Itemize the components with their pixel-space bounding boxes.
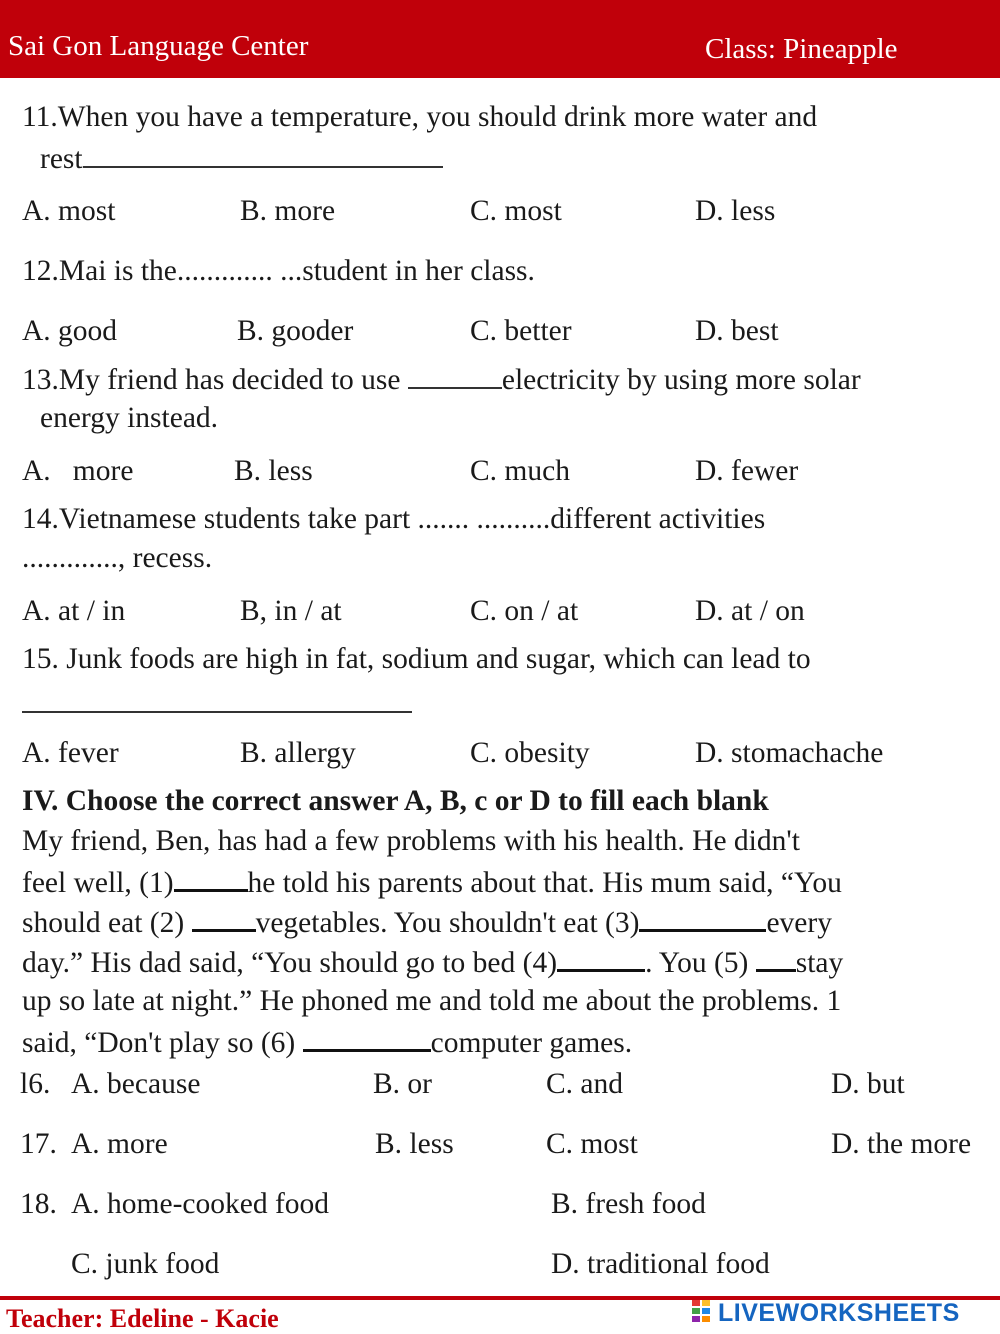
q16-number: l6. (20, 1068, 51, 1100)
q11-text-line2: rest (40, 144, 443, 175)
section-4-title: IV. Choose the correct answer A, B, c or D to fill each blank (22, 785, 769, 817)
blank-5[interactable] (756, 947, 796, 972)
q17-number: 17. (20, 1128, 57, 1160)
blank-6[interactable] (303, 1027, 431, 1052)
grid-logo-icon (692, 1300, 712, 1324)
q12-text: 12.Mai is the............. ...student in her class. (22, 255, 535, 287)
q14-text-line1: 14.Vietnamese students take part ....... ..........different activities (22, 503, 766, 535)
q13-option-b[interactable]: B. less (234, 455, 313, 487)
q15-option-b[interactable]: B. allergy (240, 737, 356, 769)
q17-option-a[interactable]: A. more (71, 1128, 168, 1160)
blank-4[interactable] (557, 947, 645, 972)
q18-option-c[interactable]: C. junk food (71, 1248, 220, 1280)
q11-option-d[interactable]: D. less (695, 195, 776, 227)
q16-option-d[interactable]: D. but (831, 1068, 905, 1100)
q17-option-d[interactable]: D. the more (831, 1128, 972, 1160)
q18-number: 18. (20, 1188, 57, 1220)
q12-option-a[interactable]: A. good (22, 315, 118, 347)
q18-option-d[interactable]: D. traditional food (551, 1248, 770, 1280)
q17-option-b[interactable]: B. less (375, 1128, 454, 1160)
q16-option-c[interactable]: C. and (546, 1068, 624, 1100)
q14-option-a[interactable]: A. at / in (22, 595, 126, 627)
q16-option-b[interactable]: B. or (373, 1068, 432, 1100)
q14-text-line2: ............., recess. (22, 542, 213, 574)
q15-blank[interactable] (22, 711, 412, 713)
blank-1[interactable] (174, 867, 248, 892)
passage-line5: up so late at night.” He phoned me and told me about the problems. 1 (22, 985, 842, 1017)
q11-option-a[interactable]: A. most (22, 195, 116, 227)
q17-option-c[interactable]: C. most (546, 1128, 638, 1160)
q13-text-line1: 13.My friend has decided to use electricity by using more solar (22, 364, 861, 396)
q14-option-d[interactable]: D. at / on (695, 595, 805, 627)
passage-line3: should eat (2) vegetables. You shouldn't eat (3) every (22, 907, 832, 939)
blank-3[interactable] (639, 907, 766, 932)
q16-option-a[interactable]: A. because (71, 1068, 201, 1100)
brand-name: LIVEWORKSHEETS (718, 1299, 960, 1327)
class-label: Class: Pineapple (705, 33, 898, 65)
header-bar (0, 0, 1000, 78)
q18-option-b[interactable]: B. fresh food (551, 1188, 706, 1220)
passage-line4: day.” His dad said, “You should go to bed (4) . You (5) stay (22, 947, 844, 979)
q14-option-c[interactable]: C. on / at (470, 595, 579, 627)
q11-blank[interactable] (83, 144, 443, 168)
q15-option-a[interactable]: A. fever (22, 737, 119, 769)
q13-option-d[interactable]: D. fewer (695, 455, 799, 487)
liveworksheets-logo[interactable] (692, 1298, 992, 1328)
q11-option-c[interactable]: C. most (470, 195, 562, 227)
q12-option-c[interactable]: C. better (470, 315, 572, 347)
q11-text-line1: 11.When you have a temperature, you should drink more water and (22, 101, 818, 133)
q18-option-a[interactable]: A. home-cooked food (71, 1188, 330, 1220)
passage-line1: My friend, Ben, has had a few problems with his health. He didn't (22, 825, 800, 857)
teacher-credit: Teacher: Edeline - Kacie (6, 1304, 279, 1333)
passage-line6: said, “Don't play so (6) computer games. (22, 1027, 633, 1059)
passage-line2: feel well, (1) he told his parents about that. His mum said, “You (22, 867, 842, 899)
q12-option-b[interactable]: B. gooder (237, 315, 354, 347)
q13-blank[interactable] (408, 365, 502, 389)
q15-option-c[interactable]: C. obesity (470, 737, 590, 769)
q11-option-b[interactable]: B. more (240, 195, 336, 227)
school-name: Sai Gon Language Center (8, 30, 309, 62)
blank-2[interactable] (192, 907, 256, 932)
q13-option-c[interactable]: C. much (470, 455, 570, 487)
q13-option-a[interactable]: A. more (22, 455, 134, 487)
q13-text-line2: energy instead. (40, 402, 219, 434)
q14-option-b[interactable]: B, in / at (240, 595, 342, 627)
q15-text: 15. Junk foods are high in fat, sodium and sugar, which can lead to (22, 643, 811, 675)
q12-option-d[interactable]: D. best (695, 315, 779, 347)
q15-option-d[interactable]: D. stomachache (695, 737, 884, 769)
